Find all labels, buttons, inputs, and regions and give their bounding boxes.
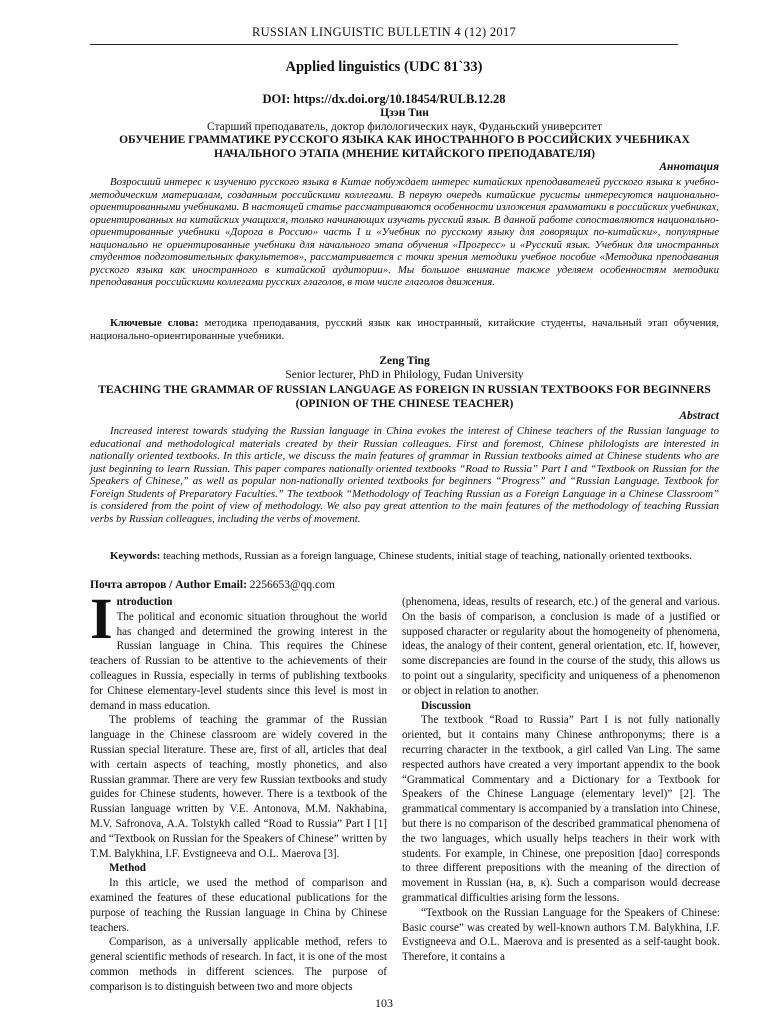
intro-paragraph-2: The problems of teaching the grammar of the Russian language in the Chinese classroom are widely covered in the Russian special literature. These are, first of all, articles that deal with certain aspects of teaching, mostly phonetics, and also Russian grammar. There are very few Russian textbooks and study guides for Chinese students, however. There is a textbook of the Russian language written by V.E. Antonova, M.M. Nakhabina, M.V. Safronova, A.A. Tolstykh called “Road to Russia” Part I [1] and “Textbook on Russian for the Speakers of Chinese” written by T.M. Balykhina, I.F. Evstigneeva and O.L. Maerova [3].	[90, 714, 387, 860]
discussion-heading: Discussion	[421, 699, 471, 712]
email-value[interactable]: 2256653@qq.com	[246, 579, 335, 591]
method-heading: Method	[109, 862, 146, 875]
right-column	[402, 595, 720, 965]
section-title: Applied linguistics (UDC 81`33)	[285, 59, 483, 75]
intro-first-paragraph	[90, 586, 387, 713]
email-label: Почта авторов / Author Email:	[90, 579, 247, 591]
discussion-paragraph-1: The textbook “Road to Russia” Part I is not fully nationally oriented, but it contains many Chinese anthroponyms; there is a recurring character in the textbook, a girl called Van Ling. The same respected authors have created a very important appendix to the book “Grammatical Commentary and a Dictionary for a Textbook for Speakers of the Chinese Language (elementary level)” [2]. The grammatical commentary is accompanied by a translation into Chinese, but there is no comparison of the described grammatical phenomena of the two languages, which usually helps teachers in their work with students. For example, in Chinese, one preposition [dao] corresponds to three different prepositions with the meaning of the direction of movement in Russian (на, в, к). Such a comparison would decrease grammatical difficulties arising form the lessons.	[402, 714, 720, 904]
intro-paragraph-1: The political and economic situation throughout the world has changed and determined the growing interest in the Russian language in China. This requires the Chinese teachers of Russian to be attentive to the achievements of their colleagues in Russia, especially in terms of publishing textbooks for Chinese elementary-level students since this level is most in demand in mass education.	[90, 610, 387, 712]
doi-line[interactable]: DOI: https://dx.doi.org/10.18454/RULB.12.28	[262, 92, 506, 106]
ru-keywords	[90, 317, 719, 342]
ru-keywords-label: Ключевые слова:	[110, 317, 199, 329]
ru-abstract-heading: Аннотация	[659, 161, 719, 173]
comparison-paragraph: (phenomena, ideas, results of research, etc.) of the general and various. On the basis of comparison, a conclusion is made of a justified or supposed character or regularity about the homogeneity of phenomena, ideas, the analogy of their content, general orientation, etc. If, however, some discrepancies are found in the course of the study, this allows us to point out a singularity, specificity and uniqueness of a phenomenon or object in relation to another.	[402, 596, 720, 697]
en-author: Zeng Ting	[379, 355, 430, 367]
en-abstract-heading: Abstract	[679, 410, 719, 422]
intro-heading: ntroduction	[116, 596, 173, 608]
method-paragraph-1: In this article, we used the method of comparison and examined the features of these educational publications for the purpose of teaching the Russian language in China by Chinese teachers.	[90, 877, 387, 934]
drop-cap: I	[90, 586, 113, 651]
left-column	[90, 586, 387, 995]
ru-abstract: Возросший интерес к изучению русского языка в Китае побуждает интерес китайских преподавателей русского языка к учебно-методическим материалам, созданным российскими коллегами. В первую очередь китайские русисты интересуются национально-ориентированными учебниками. В настоящей статье рассматриваются особенности изложения грамматики в российских учебниках, ориентированных на китайских учащихся, только начинающих изучать русский язык. В данной работе сопоставляются национально-ориентированные учебники «Дорога в Россию» часть I и «Учебник по русскому языку для говорящих по-китайски», популярные национально не ориентированные учебники для начального этапа обучения «Прогресс» и «Русский язык. Учебник для иностранных студентов подготовительных факультетов», рассматривается с точки зрения методики учебное пособие «Методика преподавания русского языка как иностранного в китайской аудитории». Мы большое внимание также уделяем особенностям методики преподавания российскими коллегами русских глаголов, в том числе глаголов движения.	[90, 176, 719, 288]
ru-title: ОБУЧЕНИЕ ГРАММАТИКЕ РУССКОГО ЯЗЫКА КАК ИНОСТРАННОГО В РОССИЙСКИХ УЧЕБНИКАХ НАЧАЛЬНОГО ЭТАПА (МНЕНИЕ КИТАЙСКОГО ПРЕПОДАВАТЕЛЯ)	[119, 134, 690, 160]
journal-header: RUSSIAN LINGUISTIC BULLETIN 4 (12) 2017	[90, 25, 678, 45]
ru-author: Цзэн Тин	[380, 107, 429, 119]
page-number: 103	[375, 996, 393, 1010]
method-paragraph-2: Comparison, as a universally applicable method, refers to general scientific methods of research. In fact, it is one of the most common methods in different sciences. The purpose of comparison is to distinguish between two and more objects	[90, 936, 387, 993]
ru-affiliation: Старший преподаватель, доктор филологических наук, Фуданьский университет	[206, 121, 603, 133]
en-title: TEACHING THE GRAMMAR OF RUSSIAN LANGUAGE AS FOREIGN IN RUSSIAN TEXTBOOKS FOR BEGINNERS (OPINION OF THE CHINESE TEACHER)	[98, 384, 711, 410]
en-abstract: Increased interest towards studying the Russian language in China evokes the interest of Chinese teachers of the Russian language to educational and methodological materials created by their Russian colleagues. First and foremost, Chinese philologists are interested in nationally oriented textbooks. In this article, we discuss the main features of grammar in Russian textbooks aimed at Chinese students who are just beginning to learn Russian. This paper compares nationally oriented textbooks “Road to Russia” Part I and “Textbook on Russian for the Speakers of Chinese,” as well as popular non-nationally oriented textbooks for beginners “Progress” and “Russian Language. Textbook for Foreign Students of Preparatory Faculties.” The textbook “Methodology of Teaching Russian as a Foreign Language in a Chinese Classroom” is considered from the point of view of methodology. We also pay great attention to the main features of the methodology of teaching Russian verbs by Russian colleagues, including the verbs of movement.	[90, 425, 719, 525]
en-keywords-text: teaching methods, Russian as a foreign language, Chinese students, initial stage of teaching, nationally oriented textbooks.	[160, 550, 693, 562]
en-keywords-label: Keywords:	[110, 550, 161, 562]
discussion-paragraph-2: “Textbook on the Russian Language for the Speakers of Chinese: Basic course” was created by well-known authors T.M. Balykhina, I.F. Evstigneeva and O.L. Maerova and is presented as a self-taught book. Therefore, it contains a	[402, 906, 720, 964]
en-affiliation: Senior lecturer, PhD in Philology, Fudan University	[285, 369, 524, 381]
en-keywords	[90, 550, 719, 563]
ru-keywords-text: методика преподавания, русский язык как иностранный, китайские студенты, начальный этап обучения, национально-ориентированные учебники.	[90, 317, 719, 342]
author-email	[90, 579, 335, 591]
